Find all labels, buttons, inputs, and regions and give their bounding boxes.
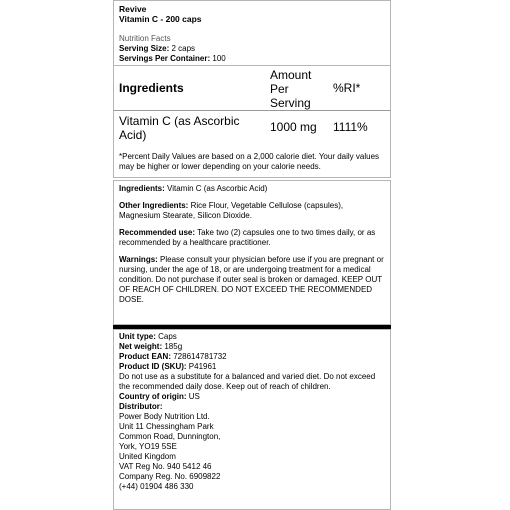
other-ingredients-text: Rice Flour, Vegetable Cellulose (capsules), Magnesium Stearate, Silicon Dioxide. (119, 201, 344, 220)
distributor-line: York, YO19 5SE (119, 442, 177, 451)
column-header-ri: %RI* (333, 81, 361, 95)
serving-size-label: Serving Size: (119, 44, 170, 53)
table-divider (114, 110, 390, 111)
brand-name: Revive (119, 4, 147, 14)
net-weight (119, 342, 385, 352)
product-name: Vitamin C - 200 caps (119, 14, 202, 24)
unit-type-label: Unit type: (119, 332, 156, 341)
distributor-label-text: Distributor: (119, 402, 163, 411)
servings-per-container-value: 100 (212, 54, 226, 63)
warnings-text: Please consult your physician before use if you are pregnant or nursing, under the age of 18, or are undergoing treatment for a medical condition. Do not purchase if outer seal is broken or damaged. KEEP OUT OF REACH OF CHILDREN. DO NOT EXCEED THE RECOMMENDED DOSE. (119, 255, 384, 304)
net-weight-label: Net weight: (119, 342, 163, 351)
distributor-line: United Kingdom (119, 452, 176, 461)
distributor-line: Common Road, Dunnington, (119, 432, 221, 441)
ingredients-label: Ingredients: (119, 184, 165, 193)
distributor-line: Unit 11 Chessingham Park (119, 422, 214, 431)
product-sku-value: P41961 (188, 362, 217, 371)
product-sku-label: Product ID (SKU): (119, 362, 187, 371)
product-header-box (113, 0, 391, 66)
product-ean-label: Product EAN: (119, 352, 171, 361)
recommended-use-label: Recommended use: (119, 228, 196, 237)
distributor-line: Company Reg. No. 6909822 (119, 472, 221, 481)
net-weight-value: 185g (164, 342, 183, 351)
nutrition-facts-title: Nutrition Facts (119, 34, 171, 43)
column-header-ingredients: Ingredients (119, 81, 184, 95)
ingredients-text: Vitamin C (as Ascorbic Acid) (167, 184, 268, 193)
product-info-box (113, 329, 391, 510)
recommended-use-text: Take two (2) capsules one to two times daily, or as recommended by a healthcare practitioner. (119, 228, 376, 247)
warnings-label: Warnings: (119, 255, 158, 264)
ingredient-amount: 1000 mg (270, 120, 317, 134)
serving-size (119, 44, 385, 54)
distributor-line: (+44) 01904 486 330 (119, 482, 194, 491)
other-ingredients-label: Other Ingredients: (119, 201, 189, 210)
daily-values-footnote: *Percent Daily Values are based on a 2,000 calorie diet. Your daily values may be higher or lower depending on your calorie needs. (113, 150, 391, 178)
country-of-origin (119, 392, 385, 402)
product-ean (119, 352, 385, 362)
country-of-origin-value: US (188, 392, 200, 401)
servings-per-container (119, 54, 385, 64)
serving-size-value: 2 caps (171, 44, 196, 53)
usage-disclaimer: Do not use as a substitute for a balanced and varied diet. Do not exceed the recommended daily dose. Keep out of reach of children. (119, 372, 376, 391)
distributor-label (119, 402, 385, 412)
unit-type-value: Caps (158, 332, 177, 341)
warnings-paragraph (119, 255, 385, 305)
ingredients-table (113, 66, 391, 150)
ingredients-paragraph (119, 184, 385, 194)
ingredient-name: Vitamin C (as Ascorbic Acid) (119, 114, 240, 142)
product-ean-value: 728614781732 (173, 352, 227, 361)
ingredient-ri: 1111% (333, 120, 368, 134)
product-sku (119, 362, 385, 372)
other-ingredients-paragraph (119, 201, 385, 221)
unit-type (119, 332, 385, 342)
product-details-box (113, 180, 391, 325)
servings-per-container-label: Servings Per Container: (119, 54, 211, 63)
recommended-use-paragraph (119, 228, 385, 248)
column-header-amount: Amount Per Serving (270, 68, 312, 110)
distributor-line: Power Body Nutrition Ltd. (119, 412, 210, 421)
distributor-line: VAT Reg No. 940 5412 46 (119, 462, 212, 471)
country-of-origin-label: Country of origin: (119, 392, 187, 401)
